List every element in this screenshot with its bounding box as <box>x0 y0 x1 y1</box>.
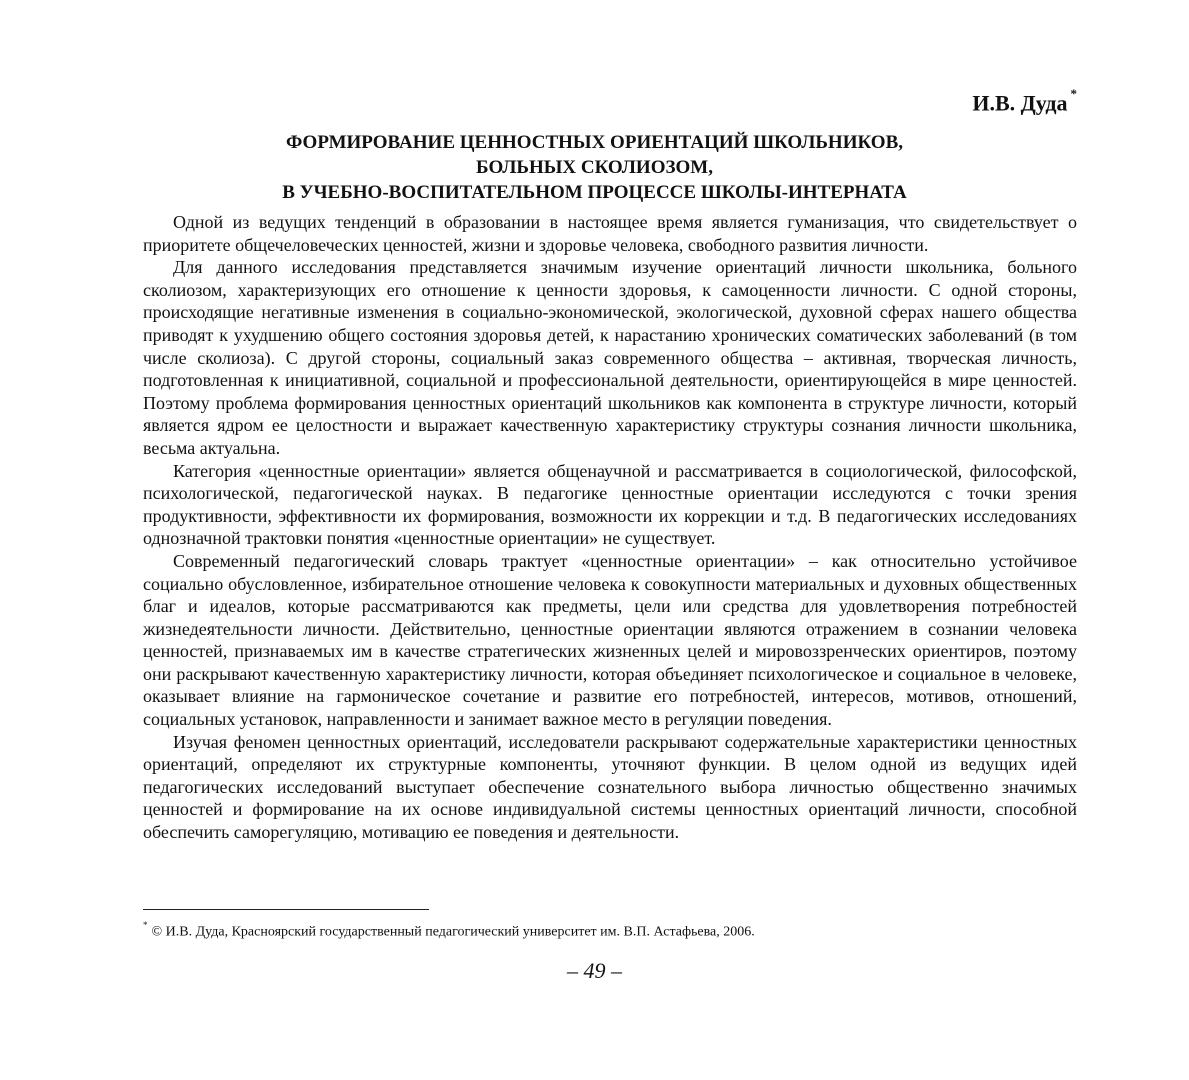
author-footnote-mark: * <box>1070 86 1077 101</box>
body-paragraph: Одной из ведущих тенденций в образовании в настоящее время является гуманизация, что свидетельствует о приоритете общечеловеческих ценностей, жизни и здоровье человека, свободного развития личности. <box>143 212 1077 255</box>
body-paragraph: Изучая феномен ценностных ориентаций, исследователи раскрывают содержательные характеристики ценностных ориентаций, определяют их структурные компоненты, уточняют функции. В целом одной из ведущих идей педагогических исследований выступает обеспечение сознательного выбора личностью общественно значимых ценностей и формирование на их основе индивидуальной системы ценностных ориентаций личности, способной обеспечить саморегуляцию, мотивацию ее поведения и деятельности. <box>143 731 1077 843</box>
footnote <box>143 918 1077 942</box>
footnote-text: © И.В. Дуда, Красноярский государственный педагогический университет им. В.П. Астафьева, 2006. <box>151 924 755 940</box>
page-number: – 49 – <box>567 958 622 983</box>
footnote-mark: * <box>143 920 148 930</box>
article-body <box>143 211 1077 844</box>
footnote-divider <box>143 909 429 910</box>
body-paragraph: Для данного исследования представляется значимым изучение ориентаций личности школьника, больного сколиозом, характеризующих его отношение к ценности здоровья, к самоценности личности. С одной стороны, происходящие негативные изменения в социально-экономической, экологической, духовной сферах нашего общества приводят к ухудшению общего состояния здоровья детей, к нарастанию хронических соматических заболеваний (в том числе сколиоза). С другой стороны, социальный заказ современного общества – активная, творческая личность, подготовленная к инициативной, социальной и профессиональной деятельности, ориентирующейся в мире ценностей. Поэтому проблема формирования ценностных ориентаций школьников как компонента в структуре личности, который является ядром ее целостности и выражает качественную характеристику структуры сознания личности школьника, весьма актуальна. <box>143 257 1077 458</box>
author-text: И.В. Дуда <box>972 90 1068 116</box>
article-title <box>112 130 1077 205</box>
author-name <box>972 86 1077 116</box>
title-line: ФОРМИРОВАНИЕ ЦЕННОСТНЫХ ОРИЕНТАЦИЙ ШКОЛЬНИКОВ, <box>286 132 903 153</box>
body-paragraph: Современный педагогический словарь трактует «ценностные ориентации» – как относительно устойчивое социально обусловленное, избирательное отношение человека к совокупности материальных и духовных общественных благ и идеалов, которые рассматриваются как предметы, цели или средства для удовлетворения потребностей жизнедеятельности личности. Действительно, ценностные ориентации являются отражением в сознании человека ценностей, признаваемых им в качестве стратегических жизненных целей и мировоззренческих ориентиров, поэтому они раскрывают качественную характеристику личности, которая объединяет психологическое и социальное в человеке, оказывает влияние на гармоническое сочетание и развитие его потребностей, интересов, мотивов, отношений, социальных установок, направленности и занимает важное место в регуляции поведения. <box>143 550 1077 730</box>
title-line: В УЧЕБНО-ВОСПИТАТЕЛЬНОМ ПРОЦЕССЕ ШКОЛЫ-ИНТЕРНАТА <box>282 182 907 203</box>
title-line: БОЛЬНЫХ СКОЛИОЗОМ, <box>476 157 713 178</box>
body-paragraph: Категория «ценностные ориентации» является общенаучной и рассматривается в социологической, философской, психологической, педагогической науках. В педагогике ценностные ориентации исследуются с точки зрения продуктивности, эффективности их формирования, возможности их коррекции и т.д. В педагогических исследованиях однозначной трактовки понятия «ценностные ориентации» не существует. <box>143 460 1077 549</box>
